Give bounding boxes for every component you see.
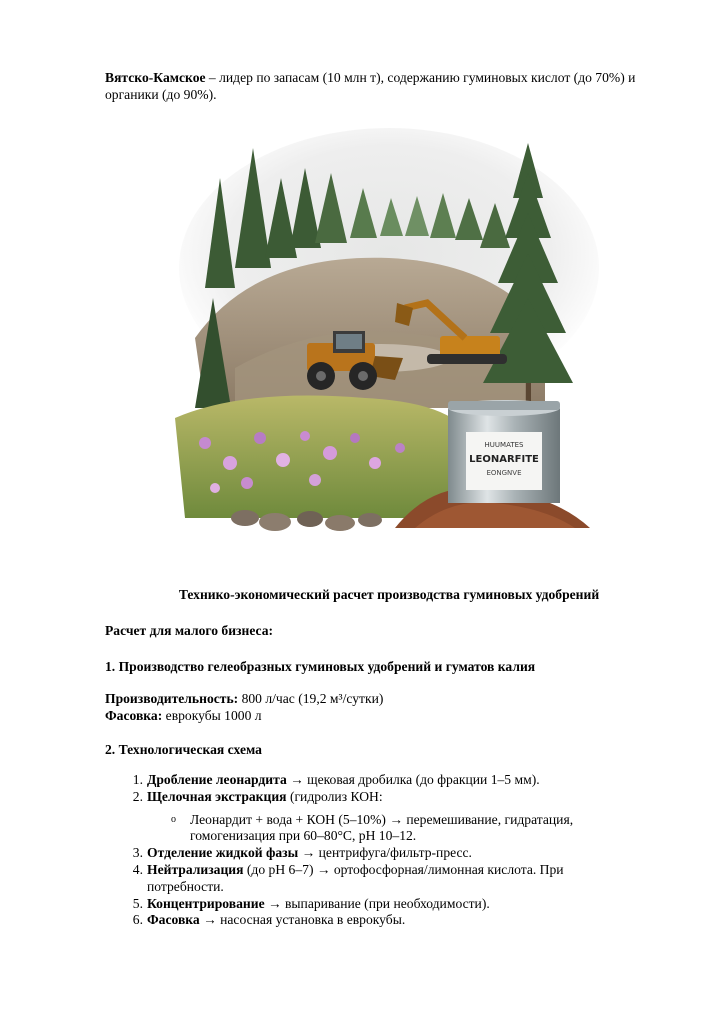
step-title: Дробление леонардита [147,772,287,787]
step-number: 2. [132,788,143,804]
process-steps-list [105,772,625,929]
productivity-label: Производительность: [105,691,239,706]
step-number: 4. [132,861,143,877]
list-item [105,845,625,862]
step-text: → насосная установка в еврокубы. [199,912,406,928]
step-number: 5. [132,895,143,911]
productivity-value: 800 л/час (19,2 м³/сутки) [238,691,384,706]
can-label-line3: EONGNVE [486,469,522,477]
step-text: → выпаривание (при необходимости). [264,895,490,911]
list-item [105,789,625,806]
step-title: Щелочная экстракция [147,788,287,804]
list-item [105,912,625,929]
section1-heading: 1. Производство гелеобразных гуминовых удобрений и гуматов калия [105,659,536,674]
packing-label: Фасовка: [105,708,163,723]
substep-text: Леонардит + вода + КОН (5–10%) → перемешивание, гидратация, гомогенизация при 60–80°C, pH 10–12. [190,811,574,844]
leonardite-can-icon [448,400,560,503]
can-label-line2: LEONARFITE [469,454,539,465]
intro-paragraph [105,69,665,103]
list-item [105,862,625,896]
step-text: (до pH 6–7) → ортофосфорная/лимонная кислота. При потребности. [147,861,564,894]
intro-bold: Вятско-Камское [105,70,206,85]
step-number: 6. [132,912,143,928]
productivity-line [105,690,383,707]
small-business-heading: Расчет для малого бизнеса: [105,623,274,638]
list-item [105,772,625,789]
step-title: Отделение жидкой фазы [147,845,299,861]
leonardite-mining-illustration [165,118,613,566]
step-text: → щековая дробилка (до фракции 1–5 мм). [286,772,540,787]
packing-value: еврокубы 1000 л [162,708,262,723]
step-title: Нейтрализация [147,861,244,877]
intro-text: – лидер по запасам (10 млн т), содержанию гуминовых кислот (до 70%) и органики (до 90%). [105,70,636,102]
step-title: Концентрирование [147,895,265,911]
packing-line [105,707,262,724]
illustration-svg [165,118,613,566]
sub-list-item [105,812,625,846]
section2-heading: 2. Технологическая схема [105,742,262,757]
step-number: 1. [132,772,143,787]
circle-bullet-icon: o [171,813,176,825]
step-text: (гидролиз КОН: [286,788,383,804]
step-number: 3. [132,845,143,861]
list-item [105,896,625,913]
step-title: Фасовка [147,912,200,928]
can-label-line1: HUUMATES [484,441,524,449]
step-text: → центрифуга/фильтр-пресс. [298,845,472,861]
document-title: Технико-экономический расчет производства гуминовых удобрений [178,587,600,602]
